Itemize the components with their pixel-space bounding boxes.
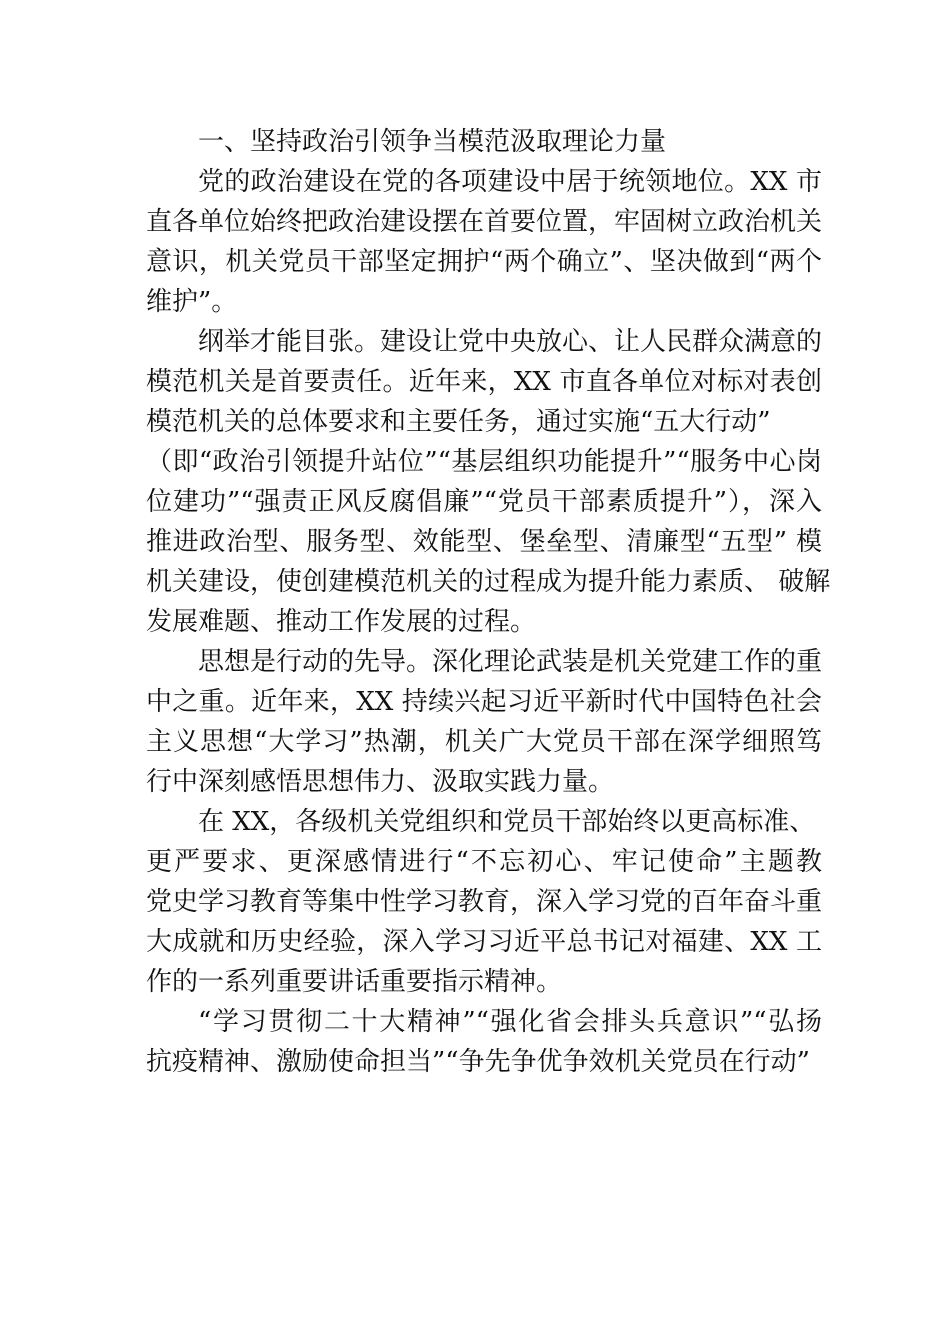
paragraph-line: 抗疫精神、激励使命担当”“争先争优争效机关党员在行动” [146,1047,810,1077]
paragraph-line: “学习贯彻二十大精神”“强化省会排头兵意识”“弘扬 [198,1007,822,1037]
paragraph-line: 党的政治建设在党的各项建设中居于统领地位。XX 市 [198,167,822,197]
paragraph-1 [146,162,822,322]
paragraph-2 [146,322,831,642]
paragraph-line: 作的一系列重要讲话重要指示精神。 [146,967,563,997]
paragraph-line: 在 XX，各级机关党组织和党员干部始终以更高标准、 [198,807,816,837]
paragraph-line: 更严要求、更深感情进行“不忘初心、牢记使命”主题教 [146,847,822,877]
paragraph-line: 发展难题、推动工作发展的过程。 [146,607,537,637]
paragraph-line: 中之重。近年来，XX 持续兴起习近平新时代中国特色社会 [146,687,822,717]
section-heading: 一、坚持政治引领争当模范汲取理论力量 [198,127,667,157]
paragraph-line: 模范机关的总体要求和主要任务，通过实施“五大行动” [146,407,771,437]
paragraph-line: 位建功”“强责正风反腐倡廉”“党员干部素质提升”），深入 [146,487,822,517]
paragraph-line: 党史学习教育等集中性学习教育，深入学习党的百年奋斗重 [146,887,822,917]
paragraph-line: 思想是行动的先导。深化理论武装是机关党建工作的重 [198,647,822,677]
paragraph-line: 大成就和历史经验，深入学习习近平总书记对福建、XX 工 [146,927,822,957]
paragraph-line: 意识，机关党员干部坚定拥护“两个确立”、坚决做到“两个 [146,247,822,277]
paragraph-line: 机关建设，使创建模范机关的过程成为提升能力素质、 破解 [146,567,831,597]
paragraph-line: 维护”。 [146,287,238,317]
paragraph-line: （即“政治引领提升站位”“基层组织功能提升”“服务中心岗 [146,447,822,477]
document-body [146,122,831,1082]
paragraph-line: 行中深刻感悟思想伟力、汲取实践力量。 [146,767,615,797]
paragraph-line: 主义思想“大学习”热潮，机关广大党员干部在深学细照笃 [146,727,822,757]
paragraph-line: 直各单位始终把政治建设摆在首要位置，牢固树立政治机关 [146,207,822,237]
paragraph-3 [146,642,822,802]
paragraph-5 [146,1002,822,1082]
paragraph-line: 纲举才能目张。建设让党中央放心、让人民群众满意的 [198,327,822,357]
paragraph-line: 推进政治型、服务型、效能型、堡垒型、清廉型“五型” 模 [146,527,822,557]
paragraph-4 [146,802,822,1002]
paragraph-line: 模范机关是首要责任。近年来，XX 市直各单位对标对表创 [146,367,822,397]
